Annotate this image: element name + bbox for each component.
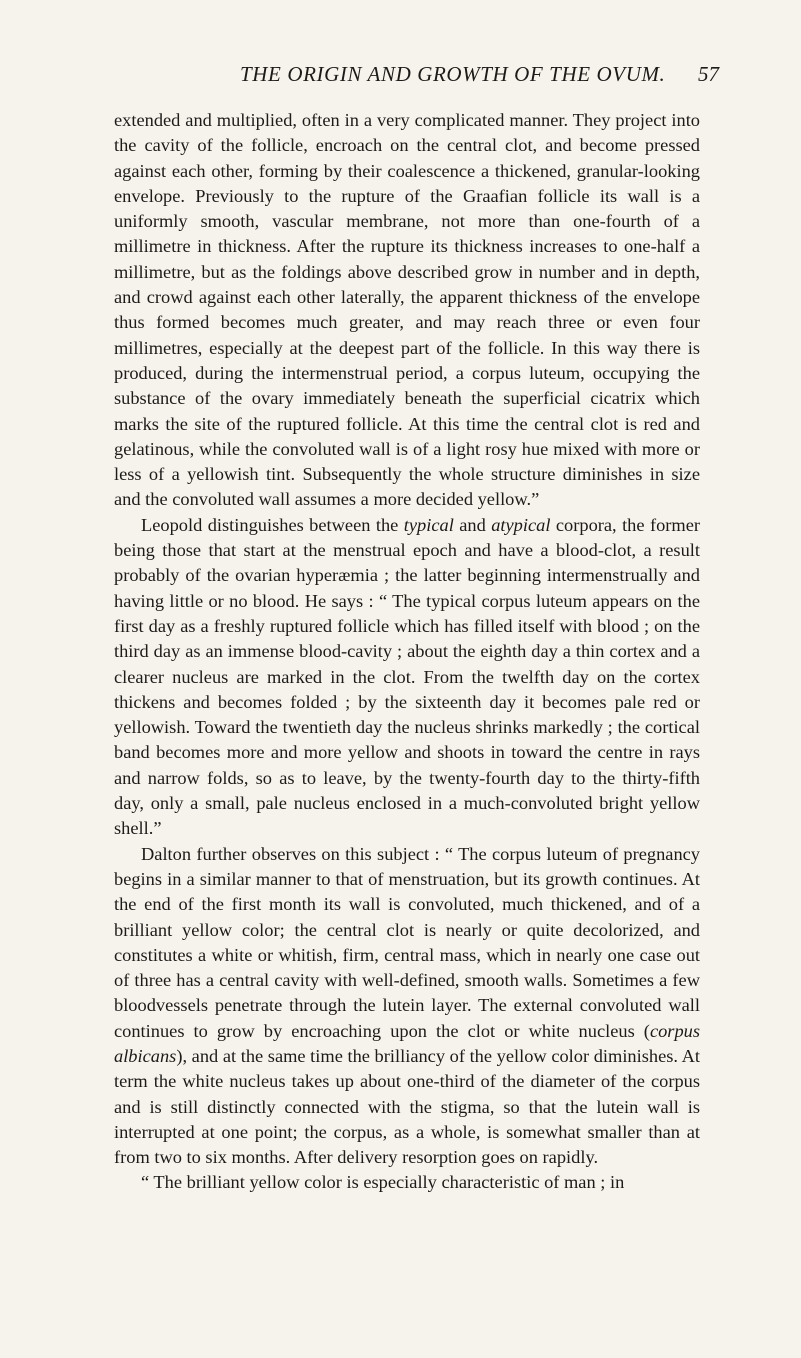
paragraph-leopold-text-1: Leopold distinguishes between the [141, 514, 404, 535]
paragraph-leopold [114, 513, 700, 842]
term-corpus-albicans: corpus albicans [114, 1020, 700, 1066]
term-atypical: atypical [491, 514, 551, 535]
term-typical: typical [403, 514, 454, 535]
paragraph-dalton-text-2: ), and at the same time the brilliancy of the yellow color diminishes. At term the white nucleus takes up about one-third of the diameter of the corpus and is still distinctly connected with the stigma, so that the lutein wall is interrupted at one point; the corpus, as a whole, is somewhat smaller than at from two to six months. After delivery resorption goes on rapidly. [114, 1045, 700, 1168]
paragraph-leopold-text-3: corpora, the former being those that start at the menstrual epoch and have a blood-clot, a result probably of the ovarian hyperæmia ; the latter beginning intermenstrually and having little or no blood. He says : “ The typical corpus luteum appears on the first day as a freshly ruptured follicle which has filled itself with blood ; on the third day as an immense blood-cavity ; about the eighth day a thin cortex and a clearer nucleus are marked in the clot. From the twelfth day on the cortex thickens and becomes folded ; by the sixteenth day it becomes pale red or yellowish. Toward the twentieth day the nucleus shrinks markedly ; the cortical band becomes more and more yellow and shoots in toward the centre in rays and narrow folds, so as to leave, by the twenty-fourth day to the thirty-fifth day, only a small, pale nucleus enclosed in a much-convoluted bright yellow shell.” [114, 514, 700, 839]
paragraph-dalton-text-1: Dalton further observes on this subject : “ The corpus luteum of pregnancy begins in a similar manner to that of menstruation, but its growth continues. At the end of the first month its wall is convoluted, much thickened, and of a brilliant yellow color; the central clot is nearly or quite decolorized, and constitutes a white or whitish, firm, central mass, which in nearly one case out of three has a central cavity with well-defined, smooth walls. Sometimes a few bloodvessels penetrate through the lutein layer. The external convoluted wall continues to grow by encroaching upon the clot or white nucleus ( [114, 843, 700, 1041]
paragraph-final: “ The brilliant yellow color is especially characteristic of man ; in [141, 1172, 625, 1193]
paragraph-dalton [114, 842, 700, 1171]
running-title: THE ORIGIN AND GROWTH OF THE OVUM. [240, 62, 666, 86]
paragraph-leopold-text-2: and [453, 514, 492, 535]
paragraph-continued: extended and multiplied, often in a very complicated manner. They project into the cavity of the follicle, encroach on the central clot, and become pressed against each other, forming by their coalescence a thickened, granular-looking envelope. Previously to the rupture of the Graafian follicle its wall is a uniformly smooth, vascular membrane, not more than one-fourth of a millimetre in thickness. After the rupture its thickness increases to one-half a millimetre, but as the foldings above described grow in number and in depth, and crowd against each other laterally, the apparent thickness of the envelope thus formed becomes much greater, and may reach three or even four millimetres, especially at the deepest part of the follicle. In this way there is produced, during the intermenstrual period, a corpus luteum, occupying the substance of the ovary immediately beneath the superficial cicatrix which marks the site of the ruptured follicle. At this time the central clot is red and gelatinous, while the convoluted wall is of a light rosy hue mixed with more or less of a yellowish tint. Subsequently the whole structure diminishes in size and the convoluted wall assumes a more decided yellow.” [114, 110, 700, 510]
running-head [240, 62, 719, 92]
page-number: 57 [698, 62, 719, 86]
body-text [114, 108, 700, 1196]
